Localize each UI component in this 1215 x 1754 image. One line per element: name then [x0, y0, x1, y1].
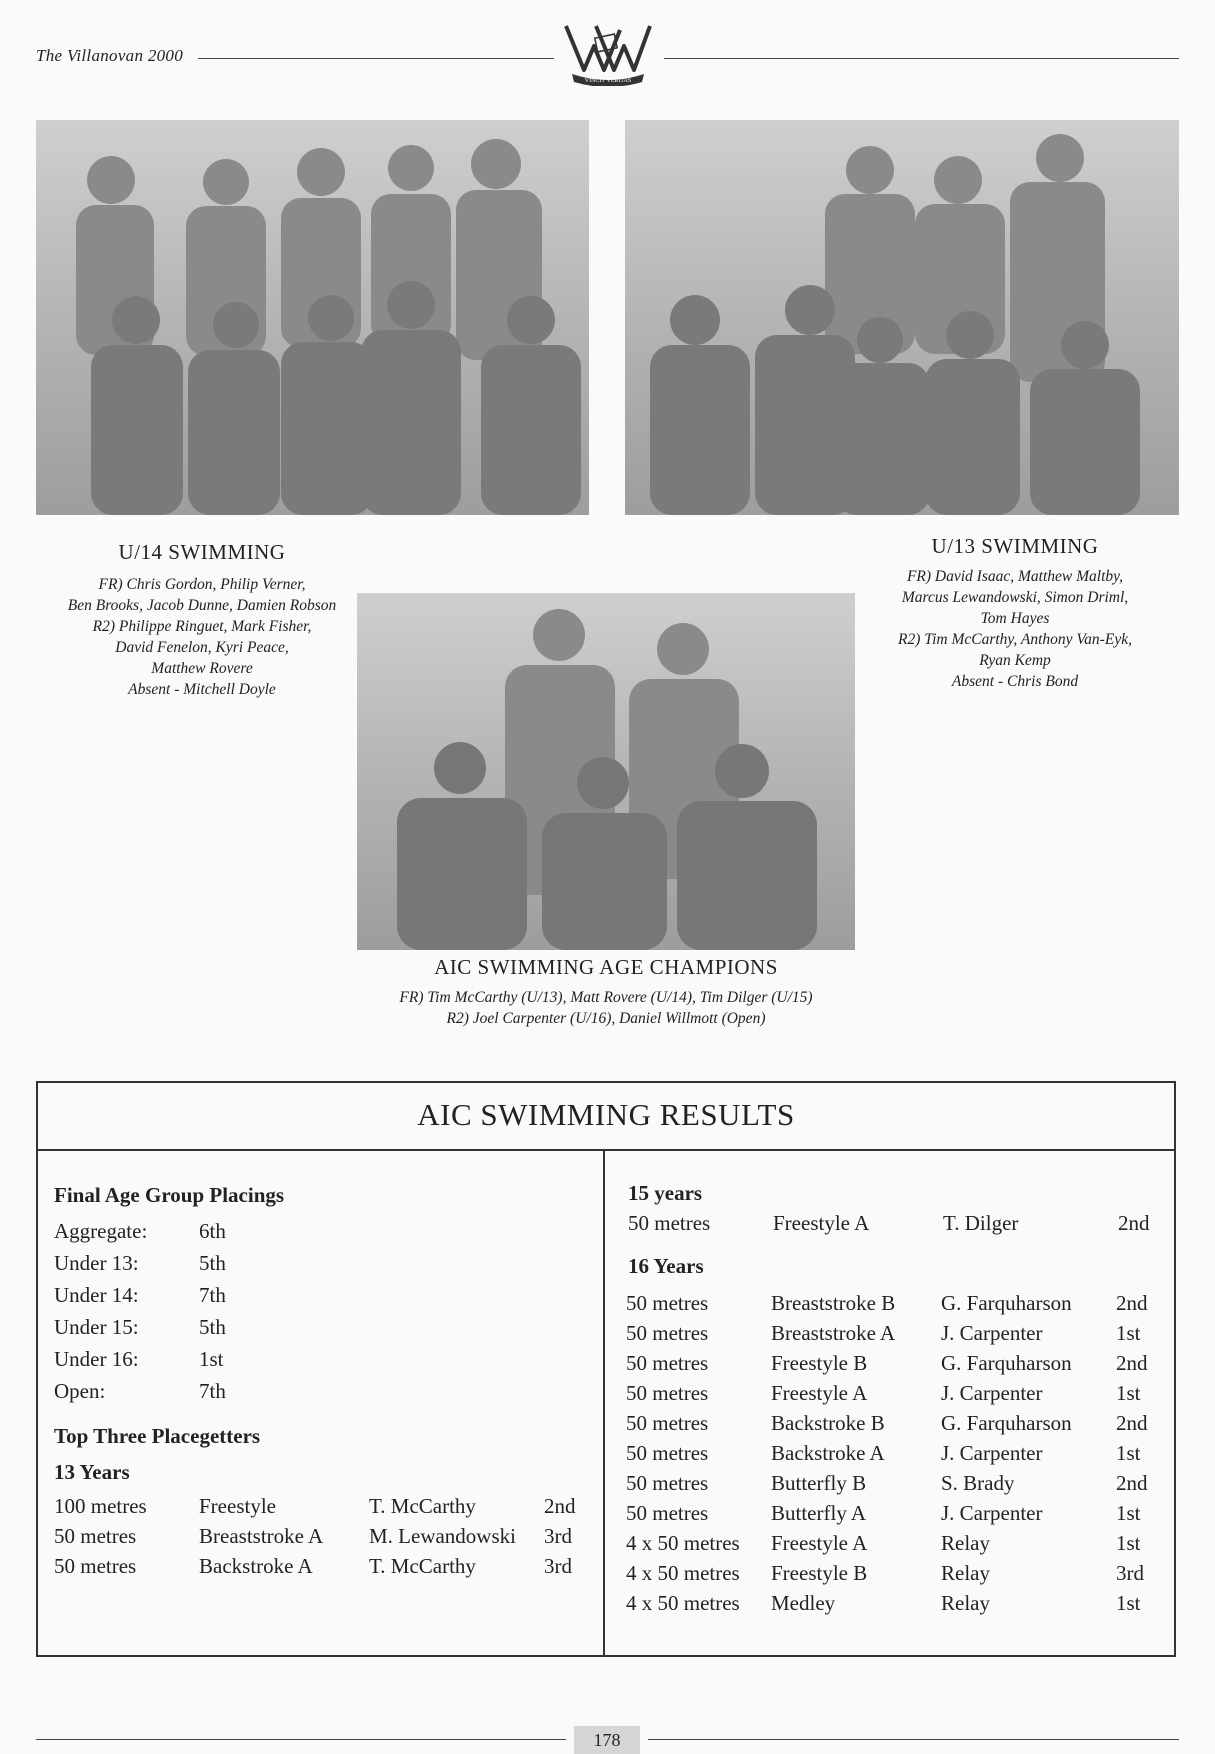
result-place: 1st [1116, 1321, 1141, 1345]
result-name: T. McCarthy [369, 1494, 476, 1518]
u13-caption-line: Absent - Chris Bond [951, 673, 1079, 690]
result-name: Relay [941, 1531, 990, 1555]
result-place: 3rd [544, 1524, 572, 1548]
result-distance: 50 metres [626, 1321, 709, 1345]
placing-label: Under 15: [54, 1315, 139, 1339]
result-place: 2nd [1116, 1351, 1148, 1375]
result-distance: 50 metres [626, 1291, 709, 1315]
placing-value: 5th [199, 1315, 226, 1339]
result-place: 2nd [544, 1494, 576, 1518]
placing-value: 5th [199, 1251, 226, 1275]
result-place: 2nd [1116, 1291, 1148, 1315]
champions-caption-names [307, 987, 905, 1029]
champions-caption-line: R2) Joel Carpenter (U/16), Daniel Willmott (Open) [446, 1010, 766, 1027]
16-years-heading: 16 Years [628, 1254, 704, 1278]
result-event: Backstroke A [199, 1554, 313, 1578]
result-place: 1st [1116, 1591, 1141, 1615]
result-name: G. Farquharson [941, 1411, 1072, 1435]
u14-caption-line: Ben Brooks, Jacob Dunne, Damien Robson [67, 597, 337, 614]
u14-caption-names [32, 574, 372, 700]
final-placings-heading: Final Age Group Placings [54, 1183, 285, 1207]
header-rule-left [198, 58, 554, 59]
u14-caption-line: David Fenelon, Kyri Peace, [115, 639, 289, 656]
result-distance: 4 x 50 metres [626, 1591, 740, 1615]
result-event: Breaststroke A [199, 1524, 324, 1548]
u14-caption-line: R2) Philippe Ringuet, Mark Fisher, [92, 618, 312, 635]
u13-caption-names [845, 566, 1185, 692]
result-event: Freestyle [199, 1494, 276, 1518]
champions-caption-line: FR) Tim McCarthy (U/13), Matt Rovere (U/14), Tim Dilger (U/15) [399, 989, 813, 1006]
result-name: S. Brady [941, 1471, 1015, 1495]
placing-label: Open: [54, 1379, 106, 1403]
u13-caption-line: Ryan Kemp [979, 652, 1051, 669]
u14-caption-line: Matthew Rovere [151, 660, 253, 677]
result-place: 1st [1116, 1381, 1141, 1405]
result-event: Freestyle B [771, 1561, 868, 1585]
result-event: Medley [771, 1591, 836, 1615]
result-name: G. Farquharson [941, 1351, 1072, 1375]
result-event: Butterfly A [771, 1501, 867, 1525]
u13-caption-line: Tom Hayes [980, 610, 1050, 627]
result-event: Freestyle A [771, 1531, 868, 1555]
result-name: J. Carpenter [941, 1321, 1043, 1345]
result-name: Relay [941, 1561, 990, 1585]
result-place: 2nd [1116, 1411, 1148, 1435]
u13-caption-line: FR) David Isaac, Matthew Maltby, [906, 568, 1124, 585]
u14-caption-line: FR) Chris Gordon, Philip Verner, [98, 576, 306, 593]
u13-team-photo [625, 120, 1179, 515]
result-distance: 50 metres [626, 1471, 709, 1495]
result-event: Breaststroke B [771, 1291, 896, 1315]
result-distance: 50 metres [626, 1441, 709, 1465]
u13-caption-line: Marcus Lewandowski, Simon Driml, [901, 589, 1129, 606]
results-title: AIC SWIMMING RESULTS [417, 1097, 795, 1132]
result-event: Breaststroke A [771, 1321, 896, 1345]
result-distance: 4 x 50 metres [626, 1561, 740, 1585]
result-name: T. McCarthy [369, 1554, 476, 1578]
result-distance: 50 metres [626, 1381, 709, 1405]
result-distance: 50 metres [626, 1501, 709, 1525]
result-event: Freestyle A [773, 1211, 870, 1235]
result-distance: 50 metres [54, 1554, 137, 1578]
u14-caption-line: Absent - Mitchell Doyle [128, 681, 276, 698]
placing-label: Aggregate: [54, 1219, 148, 1243]
placing-value: 7th [199, 1379, 226, 1403]
result-place: 3rd [1116, 1561, 1144, 1585]
result-place: 2nd [1116, 1471, 1148, 1495]
school-crest-logo [562, 20, 654, 86]
result-distance: 100 metres [54, 1494, 147, 1518]
result-event: Freestyle B [771, 1351, 868, 1375]
placing-label: Under 16: [54, 1347, 139, 1371]
result-event: Freestyle A [771, 1381, 868, 1405]
age-champions-photo [357, 593, 855, 950]
placing-label: Under 13: [54, 1251, 139, 1275]
u13-caption-line: R2) Tim McCarthy, Anthony Van-Eyk, [898, 631, 1132, 648]
top-three-heading: Top Three Placegetters [54, 1424, 261, 1448]
result-name: J. Carpenter [941, 1441, 1043, 1465]
u14-caption-title: U/14 SWIMMING [118, 540, 286, 564]
result-distance: 50 metres [626, 1411, 709, 1435]
placing-label: Under 14: [54, 1283, 139, 1307]
placing-value: 7th [199, 1283, 226, 1307]
15-years-heading: 15 years [628, 1181, 703, 1205]
result-distance: 50 metres [628, 1211, 711, 1235]
result-place: 1st [1116, 1531, 1141, 1555]
result-name: M. Lewandowski [369, 1524, 516, 1548]
footer-rule-right [648, 1739, 1179, 1740]
publication-title: The Villanovan 2000 [36, 46, 184, 65]
result-distance: 50 metres [54, 1524, 137, 1548]
result-place: 1st [1116, 1501, 1141, 1525]
result-name: G. Farquharson [941, 1291, 1072, 1315]
page-number: 178 [574, 1726, 640, 1754]
placing-value: 6th [199, 1219, 226, 1243]
result-event: Backstroke B [771, 1411, 885, 1435]
result-distance: 4 x 50 metres [626, 1531, 740, 1555]
13-years-heading: 13 Years [54, 1460, 130, 1484]
champions-caption-title: AIC SWIMMING AGE CHAMPIONS [434, 955, 778, 979]
u13-caption-title: U/13 SWIMMING [931, 534, 1099, 558]
result-place: 2nd [1118, 1211, 1150, 1235]
result-name: T. Dilger [943, 1211, 1019, 1235]
result-place: 1st [1116, 1441, 1141, 1465]
16-years-results [36, 1081, 1176, 1657]
crest-motto: VINCIT VERITAS [584, 78, 632, 84]
u14-team-photo [36, 120, 589, 515]
result-place: 3rd [544, 1554, 572, 1578]
placing-value: 1st [199, 1347, 224, 1371]
header-rule-right [664, 58, 1179, 59]
result-distance: 50 metres [626, 1351, 709, 1375]
footer-rule-left [36, 1739, 566, 1740]
result-event: Butterfly B [771, 1471, 867, 1495]
result-name: J. Carpenter [941, 1501, 1043, 1525]
result-event: Backstroke A [771, 1441, 885, 1465]
result-name: J. Carpenter [941, 1381, 1043, 1405]
result-name: Relay [941, 1591, 990, 1615]
